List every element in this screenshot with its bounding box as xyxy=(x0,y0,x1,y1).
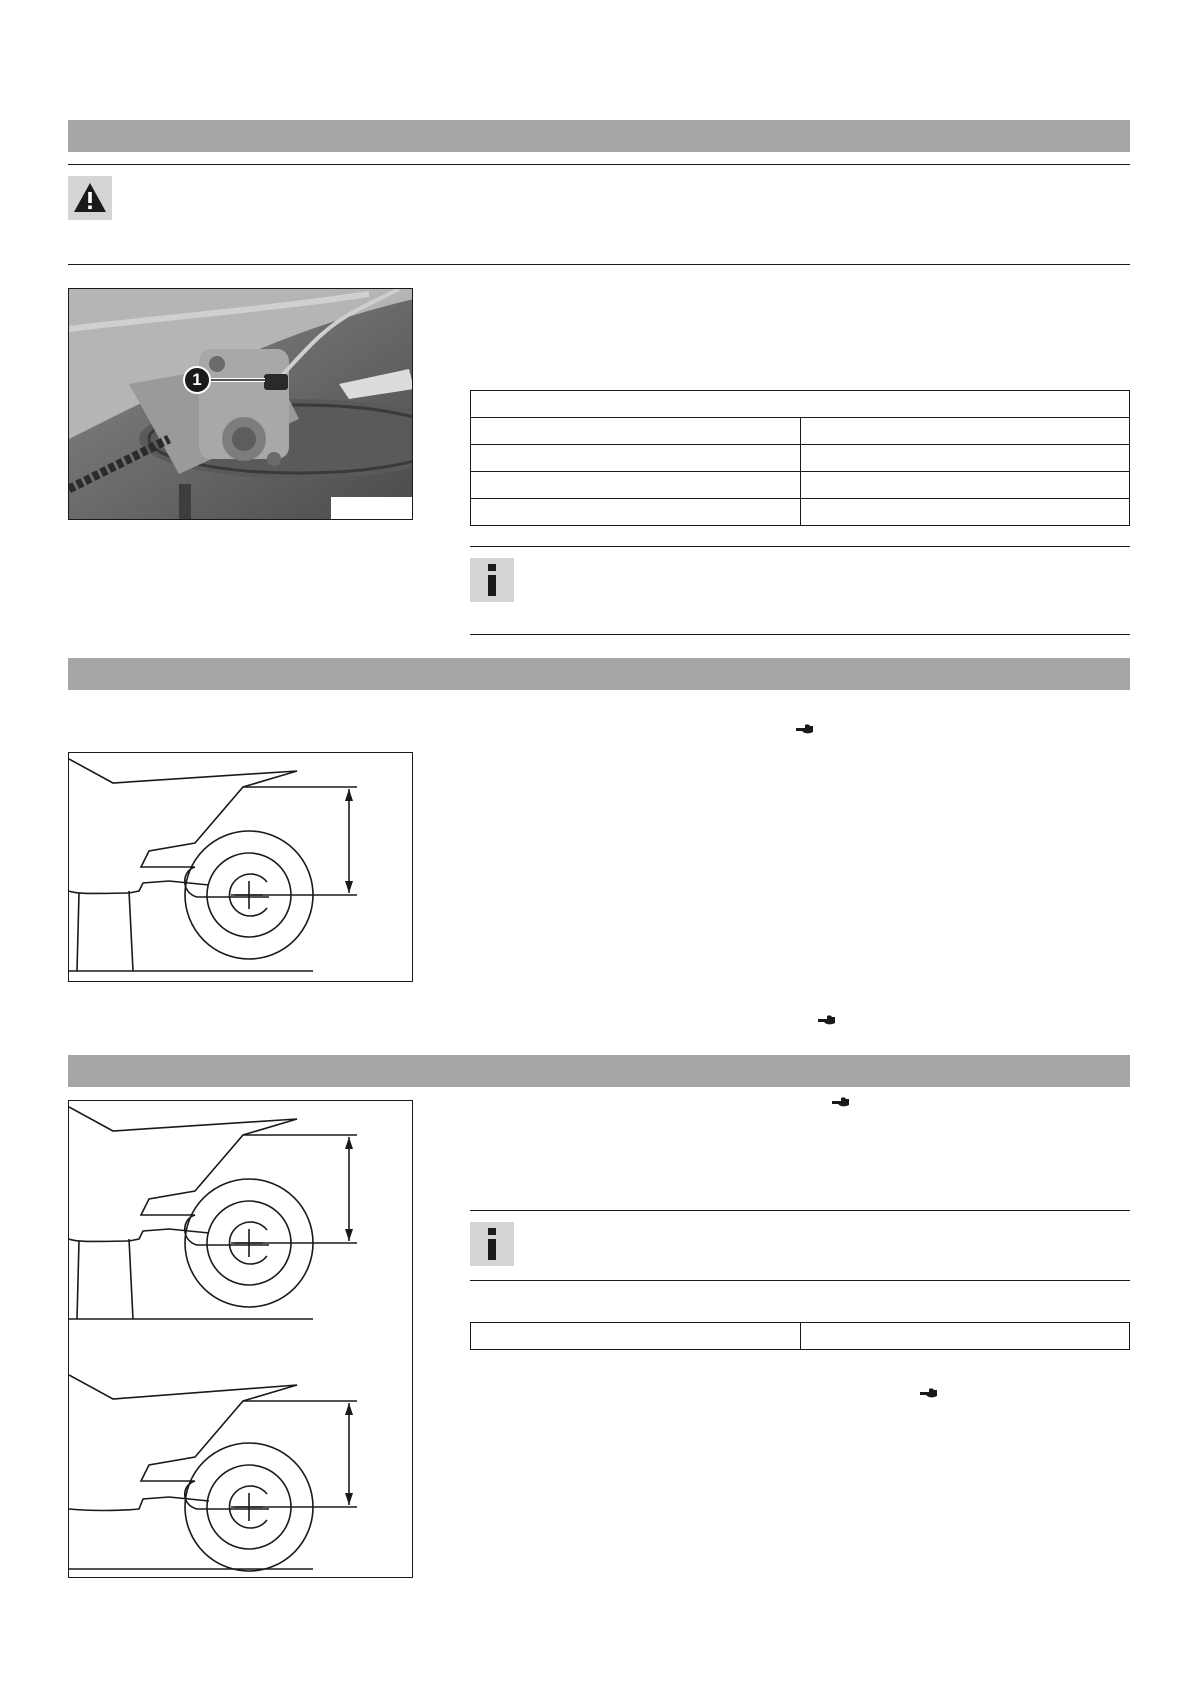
table-cell xyxy=(471,499,801,526)
table-row xyxy=(471,499,1130,526)
callout-number-1: 1 xyxy=(192,370,202,389)
info-top-rule-1 xyxy=(470,546,1130,547)
table-cell xyxy=(471,418,801,445)
info-icon-box-2 xyxy=(470,1222,514,1266)
table-row xyxy=(471,391,1130,418)
rear-wheel-diagram-a xyxy=(68,752,413,982)
info-top-rule-2 xyxy=(470,1210,1130,1211)
table-row xyxy=(471,472,1130,499)
table-row xyxy=(471,445,1130,472)
pointing-hand-icon xyxy=(818,1014,836,1026)
table-cell xyxy=(471,445,801,472)
warning-icon-box xyxy=(68,176,112,220)
table-row xyxy=(471,1323,1130,1350)
section-header-3 xyxy=(68,1055,1130,1087)
table-cell xyxy=(471,472,801,499)
table-row xyxy=(471,418,1130,445)
brake-caliper-photo xyxy=(68,288,413,520)
table-cell xyxy=(800,445,1130,472)
wheel-sag-diagram xyxy=(69,753,413,982)
table-cell xyxy=(471,1323,801,1350)
table-cell xyxy=(800,499,1130,526)
table-cell xyxy=(800,472,1130,499)
warning-triangle-icon xyxy=(72,181,108,215)
rear-wheel-diagram-b xyxy=(68,1100,413,1578)
table-cell xyxy=(800,418,1130,445)
info-icon xyxy=(482,563,502,597)
photo-drawing xyxy=(69,289,413,520)
pointing-hand-icon xyxy=(920,1387,938,1399)
table-cell xyxy=(800,1323,1130,1350)
info-icon xyxy=(482,1227,502,1261)
info-icon-box-1 xyxy=(470,558,514,602)
spec-table-2 xyxy=(470,1322,1130,1350)
warning-top-rule xyxy=(68,164,1130,165)
section-header-2 xyxy=(68,658,1130,690)
table-header-cell xyxy=(471,391,1130,418)
wheel-sag-diagram-pair xyxy=(69,1101,413,1578)
section-header-1 xyxy=(68,120,1130,152)
info-bottom-rule-1 xyxy=(470,634,1130,635)
warning-bottom-rule xyxy=(68,264,1130,265)
pointing-hand-icon xyxy=(832,1096,850,1108)
spec-table-1 xyxy=(470,390,1130,526)
info-bottom-rule-2 xyxy=(470,1280,1130,1281)
pointing-hand-icon xyxy=(796,723,814,735)
